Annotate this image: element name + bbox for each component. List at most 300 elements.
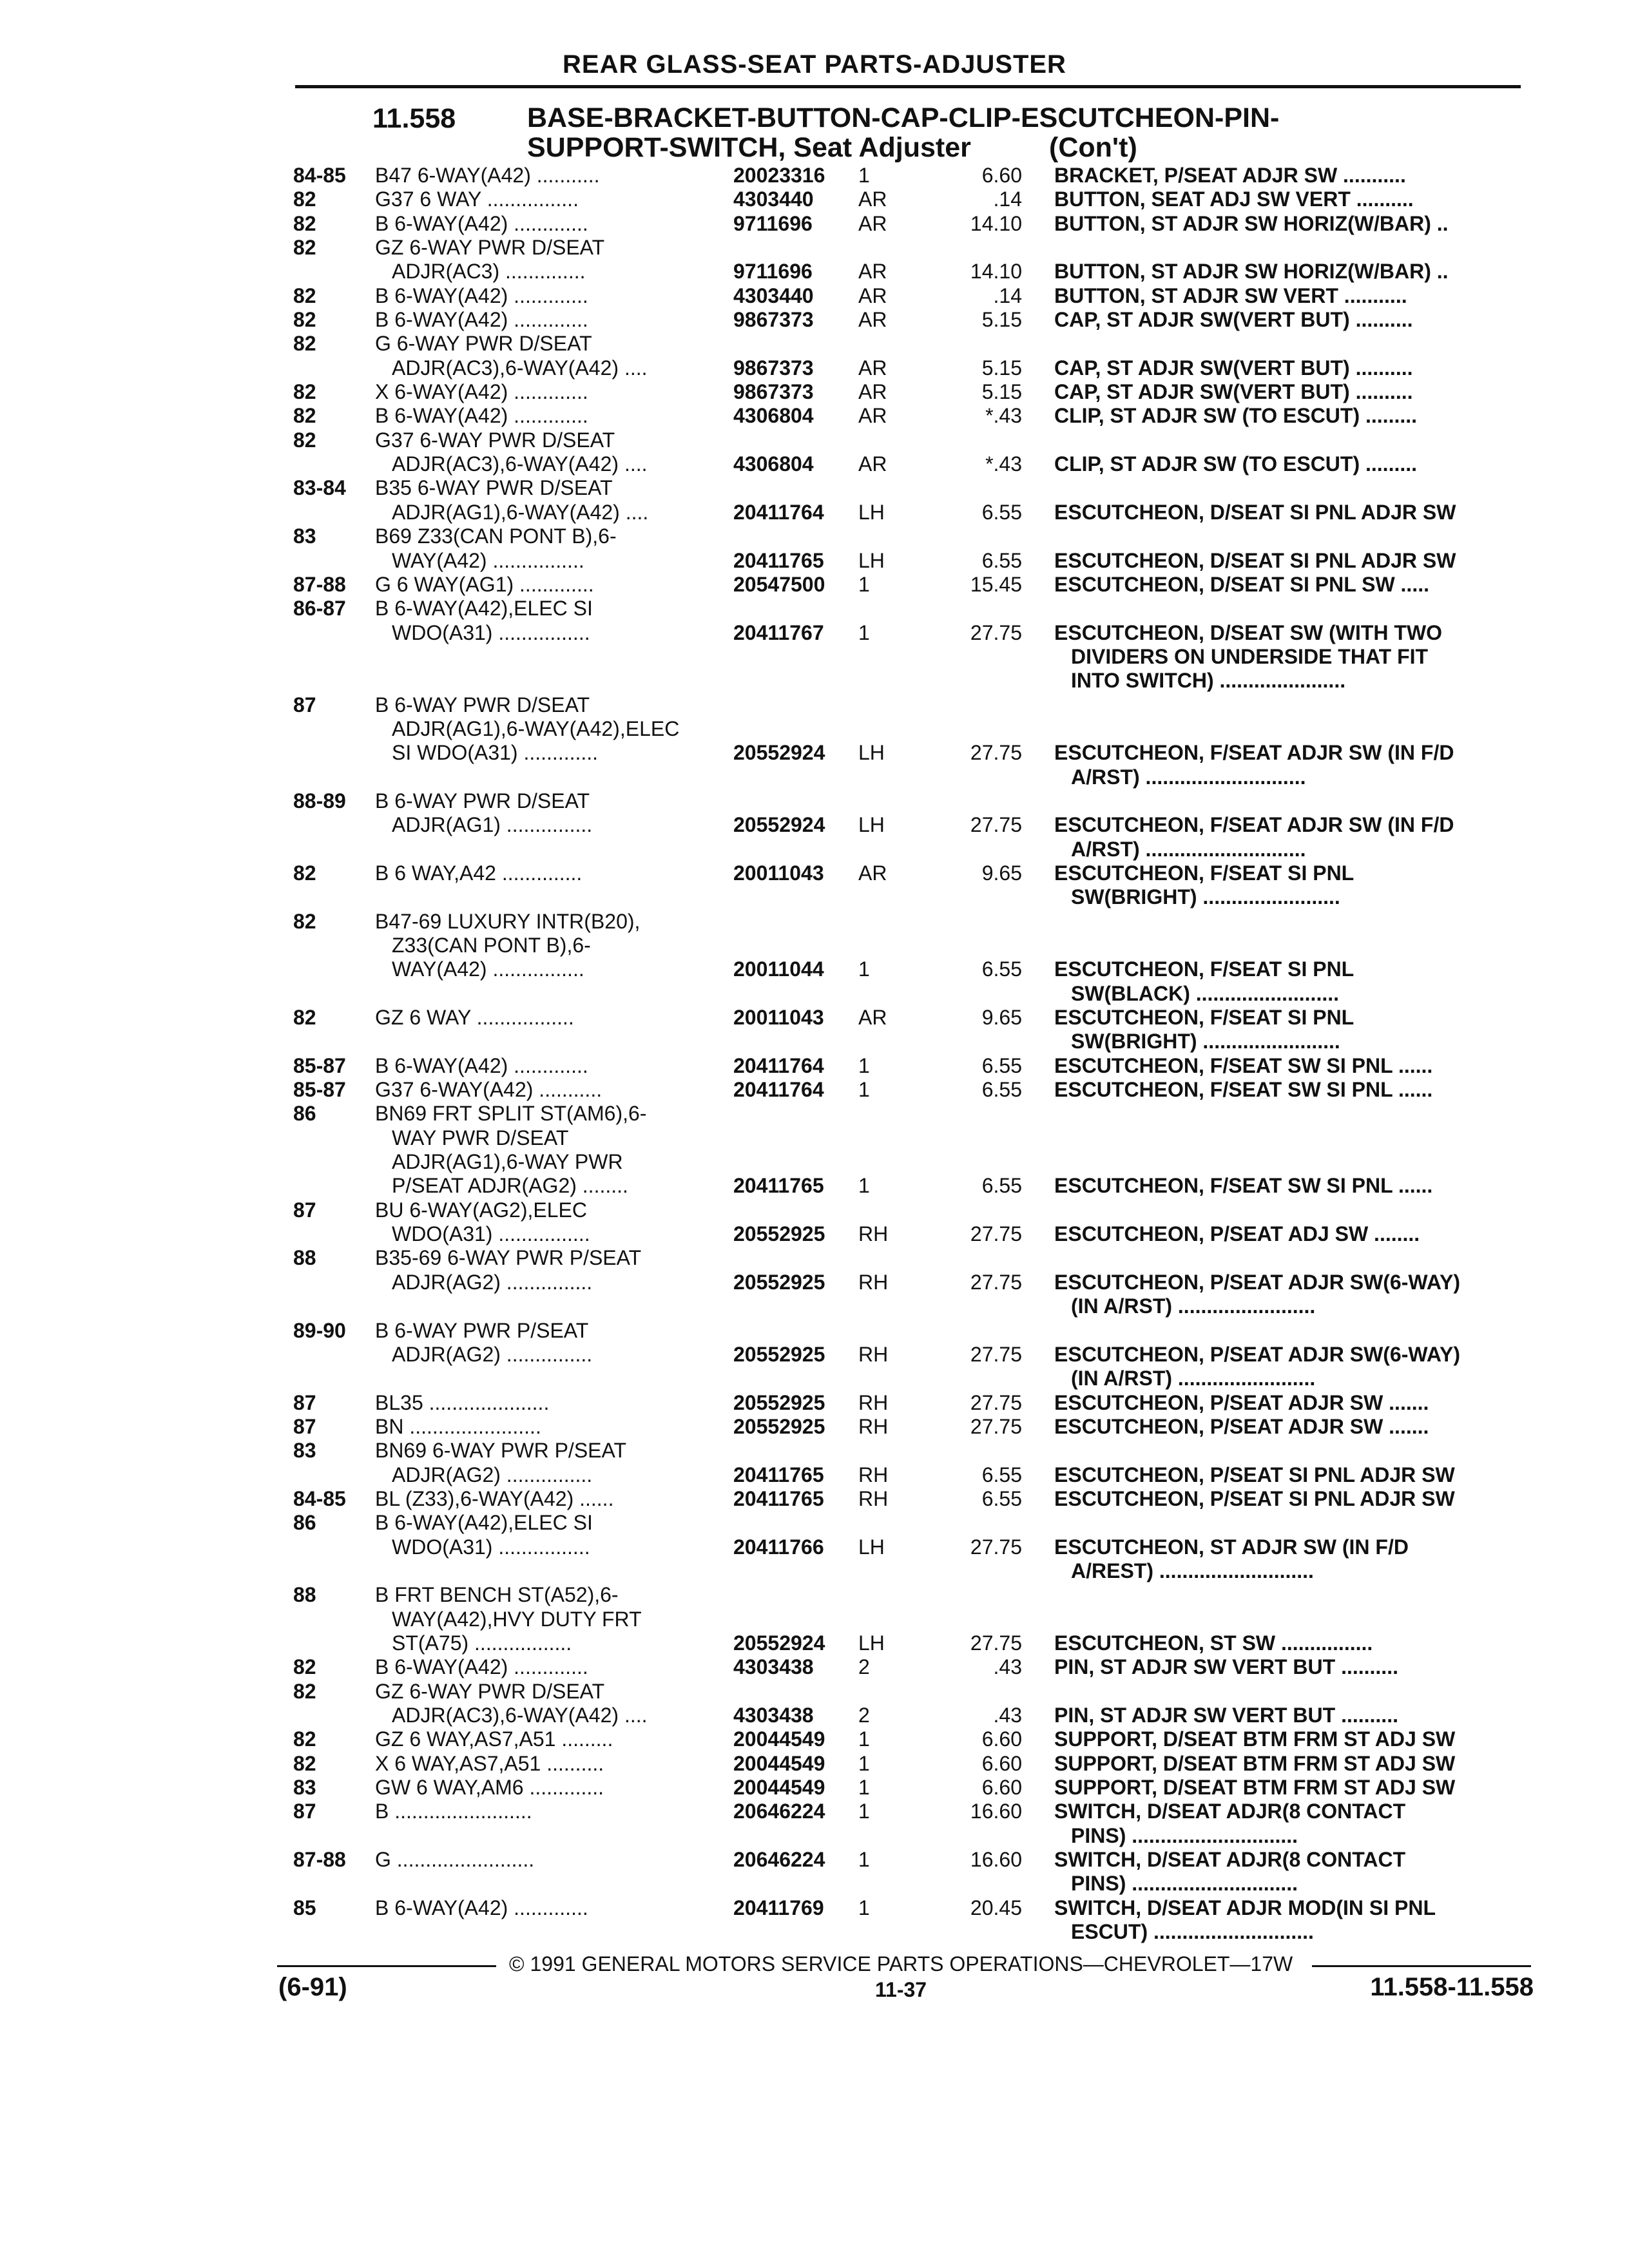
quantity: RH [858, 1414, 889, 1438]
model-description: G37 6 WAY ................ [375, 187, 579, 211]
part-name: ESCUTCHEON, F/SEAT ADJR SW (IN F/D [1054, 741, 1454, 765]
table-row [0, 380, 1629, 404]
section-title [527, 103, 1279, 162]
price: 20.45 [970, 1896, 1022, 1919]
quantity: AR [858, 452, 887, 476]
quantity: 2 [858, 1655, 870, 1679]
table-row [0, 1776, 1629, 1800]
part-number: 20552925 [733, 1342, 825, 1366]
table-row [0, 1150, 1629, 1174]
part-name: SWITCH, D/SEAT ADJR MOD(IN SI PNL [1054, 1896, 1436, 1919]
part-name: ESCUTCHEON, ST SW ................ [1054, 1631, 1373, 1655]
part-name: SW(BRIGHT) ........................ [1071, 1030, 1340, 1053]
table-row [0, 1535, 1629, 1559]
model-year: 87 [293, 1390, 316, 1414]
model-year: 82 [293, 284, 316, 307]
part-name: ESCUTCHEON, F/SEAT SW SI PNL ...... [1054, 1078, 1433, 1102]
price: 6.60 [981, 1727, 1022, 1751]
part-number: 20411764 [733, 1053, 824, 1077]
part-name: BUTTON, SEAT ADJ SW VERT .......... [1054, 187, 1414, 211]
price: 27.75 [970, 1222, 1022, 1246]
model-description: B 6-WAY(A42),ELEC SI [375, 597, 593, 620]
model-year: 82 [293, 308, 316, 332]
table-row [0, 982, 1629, 1006]
table-row [0, 308, 1629, 332]
table-row [0, 573, 1629, 597]
model-description: BL35 ..................... [375, 1390, 550, 1414]
table-row [0, 838, 1629, 861]
part-name: ESCUTCHEON, D/SEAT SW (WITH TWO [1054, 620, 1443, 644]
quantity: RH [858, 1463, 889, 1486]
model-description: B47 6-WAY(A42) ........... [375, 164, 600, 187]
part-name: ESCUTCHEON, P/SEAT ADJR SW ....... [1054, 1414, 1429, 1438]
table-row [0, 1583, 1629, 1607]
quantity: 1 [858, 1848, 870, 1872]
table-row [0, 1391, 1629, 1415]
part-name: SW(BRIGHT) ........................ [1071, 885, 1340, 909]
model-description: GZ 6 WAY,AS7,A51 ......... [375, 1727, 613, 1751]
quantity: LH [858, 1535, 885, 1559]
model-description: G37 6-WAY PWR D/SEAT [375, 428, 615, 452]
part-name: ESCUTCHEON, P/SEAT SI PNL ADJR SW [1054, 1463, 1455, 1486]
table-row [0, 452, 1629, 476]
model-description: BN ....................... [375, 1414, 541, 1438]
model-description: WAY(A42) ................ [392, 957, 584, 981]
model-description: ADJR(AG1) ............... [392, 813, 593, 837]
quantity: 1 [858, 620, 870, 644]
model-year: 82 [293, 1727, 316, 1751]
table-row [0, 1054, 1629, 1078]
quantity: AR [858, 260, 887, 284]
table-row [0, 404, 1629, 428]
model-description: B 6-WAY(A42) ............. [375, 404, 588, 428]
part-number: 20552925 [733, 1414, 825, 1438]
model-description: G 6 WAY(AG1) ............. [375, 572, 594, 596]
model-year: 87-88 [293, 1848, 346, 1872]
table-row [0, 1800, 1629, 1823]
quantity: RH [858, 1486, 889, 1510]
model-year: 82 [293, 236, 316, 260]
table-row [0, 1608, 1629, 1631]
part-number: 20411764 [733, 1078, 824, 1102]
model-year: 82 [293, 404, 316, 428]
model-year: 82 [293, 211, 316, 235]
model-year: 82 [293, 380, 316, 404]
table-row [0, 645, 1629, 669]
price: 6.60 [981, 164, 1022, 187]
part-number: 20552925 [733, 1390, 825, 1414]
quantity: AR [858, 187, 887, 211]
table-row [0, 332, 1629, 356]
model-description: GW 6 WAY,AM6 ............. [375, 1776, 604, 1800]
price: 5.15 [981, 308, 1022, 332]
part-number: 20552925 [733, 1222, 825, 1246]
part-number: 20552924 [733, 813, 825, 837]
part-name: BUTTON, ST ADJR SW HORIZ(W/BAR) .. [1054, 211, 1449, 235]
price: 14.10 [970, 211, 1022, 235]
part-number: 4303440 [733, 187, 814, 211]
part-name: ESCUTCHEON, F/SEAT SI PNL [1054, 957, 1354, 981]
part-number: 4303438 [733, 1655, 814, 1679]
table-row [0, 1006, 1629, 1030]
part-name: A/RST) ............................ [1071, 765, 1306, 789]
price: 6.60 [981, 1751, 1022, 1775]
price: 6.55 [981, 1174, 1022, 1198]
model-description: WDO(A31) ................ [392, 620, 590, 644]
model-year: 83 [293, 1439, 316, 1463]
price: 6.55 [981, 957, 1022, 981]
model-description: B69 Z33(CAN PONT B),6- [375, 524, 617, 548]
part-number: 20411765 [733, 1486, 824, 1510]
model-description: ADJR(AG1),6-WAY PWR [392, 1150, 623, 1174]
part-number: 20011043 [733, 861, 824, 885]
price: 6.55 [981, 1463, 1022, 1486]
section-title-line-2: SUPPORT-SWITCH, Seat Adjuster [527, 132, 971, 163]
model-year: 86 [293, 1102, 316, 1126]
part-number: 9711696 [733, 211, 813, 235]
price: 6.55 [981, 1053, 1022, 1077]
table-row [0, 212, 1629, 236]
table-row [0, 861, 1629, 885]
model-year: 85 [293, 1896, 316, 1919]
part-number: 4306804 [733, 452, 814, 476]
quantity: 1 [858, 1896, 870, 1919]
table-row [0, 934, 1629, 957]
quantity: RH [858, 1342, 889, 1366]
model-description: B 6-WAY PWR D/SEAT [375, 789, 590, 812]
quantity: RH [858, 1270, 889, 1294]
model-year: 88 [293, 1583, 316, 1607]
model-description: BN69 FRT SPLIT ST(AM6),6- [375, 1102, 647, 1126]
table-row [0, 1271, 1629, 1294]
table-row [0, 621, 1629, 645]
price: 6.55 [981, 1486, 1022, 1510]
model-year: 85-87 [293, 1078, 346, 1102]
model-description: X 6 WAY,AS7,A51 .......... [375, 1751, 604, 1775]
table-row [0, 164, 1629, 187]
part-name: DIVIDERS ON UNDERSIDE THAT FIT [1071, 644, 1429, 668]
part-name: SUPPORT, D/SEAT BTM FRM ST ADJ SW [1054, 1727, 1456, 1751]
quantity: AR [858, 404, 887, 428]
table-row [0, 1198, 1629, 1222]
table-row [0, 1439, 1629, 1463]
table-row [0, 1487, 1629, 1511]
part-number: 20411766 [733, 1535, 824, 1559]
part-name: CAP, ST ADJR SW(VERT BUT) .......... [1054, 380, 1413, 404]
title-rule [295, 85, 1521, 88]
part-name: SW(BLACK) ......................... [1071, 981, 1339, 1005]
table-row [0, 260, 1629, 284]
price: 27.75 [970, 1631, 1022, 1655]
quantity: LH [858, 813, 885, 837]
part-name: PINS) ............................. [1071, 1823, 1298, 1847]
quantity: 1 [858, 572, 870, 596]
price: .43 [993, 1704, 1022, 1727]
model-description: ADJR(AC3),6-WAY(A42) .... [392, 356, 648, 380]
part-number: 20023316 [733, 164, 825, 187]
model-description: GZ 6-WAY PWR D/SEAT [375, 1679, 605, 1703]
model-year: 83 [293, 524, 316, 548]
quantity: AR [858, 211, 887, 235]
part-name: PINS) ............................. [1071, 1872, 1298, 1896]
table-row [0, 1222, 1629, 1246]
model-year: 87-88 [293, 572, 346, 596]
model-year: 87 [293, 1414, 316, 1438]
model-description: G 6-WAY PWR D/SEAT [375, 332, 592, 356]
part-number: 20547500 [733, 572, 825, 596]
table-row [0, 1727, 1629, 1751]
model-description: ADJR(AG2) ............... [392, 1463, 593, 1486]
model-description: P/SEAT ADJR(AG2) ........ [392, 1174, 628, 1198]
model-year: 86-87 [293, 597, 346, 620]
price: 16.60 [970, 1800, 1022, 1823]
part-name: A/REST) ........................... [1071, 1559, 1314, 1582]
price: 6.55 [981, 500, 1022, 524]
model-description: ADJR(AG1),6-WAY(A42),ELEC [392, 716, 680, 740]
quantity: 1 [858, 1078, 870, 1102]
table-row [0, 524, 1629, 548]
model-year: 87 [293, 1800, 316, 1823]
model-description: WAY(A42),HVY DUTY FRT [392, 1607, 642, 1631]
model-description: B 6-WAY(A42) ............. [375, 284, 588, 307]
part-number: 9867373 [733, 308, 814, 332]
price: 5.15 [981, 356, 1022, 380]
model-description: WAY(A42) ................ [392, 548, 584, 572]
price: .14 [993, 284, 1022, 307]
model-year: 88 [293, 1246, 316, 1270]
part-name: ESCUTCHEON, F/SEAT ADJR SW (IN F/D [1054, 813, 1454, 837]
model-description: B 6 WAY,A42 .............. [375, 861, 583, 885]
price: *.43 [985, 452, 1022, 476]
quantity: 1 [858, 1800, 870, 1823]
quantity: AR [858, 380, 887, 404]
table-row [0, 356, 1629, 380]
model-year: 87 [293, 693, 316, 716]
table-row [0, 717, 1629, 741]
footer-right-rule [1312, 1965, 1531, 1967]
part-number: 20411767 [733, 620, 824, 644]
part-name: SUPPORT, D/SEAT BTM FRM ST ADJ SW [1054, 1776, 1456, 1800]
price: 9.65 [981, 861, 1022, 885]
section-number: 11.558 [372, 103, 456, 134]
quantity: AR [858, 308, 887, 332]
table-row [0, 1848, 1629, 1872]
model-year: 84-85 [293, 164, 346, 187]
part-name: INTO SWITCH) ...................... [1071, 669, 1346, 693]
part-name: PIN, ST ADJR SW VERT BUT .......... [1054, 1704, 1398, 1727]
table-row [0, 910, 1629, 934]
table-row [0, 236, 1629, 260]
table-row [0, 813, 1629, 837]
part-name: PIN, ST ADJR SW VERT BUT .......... [1054, 1655, 1398, 1679]
quantity: LH [858, 741, 885, 765]
model-year: 82 [293, 1679, 316, 1703]
model-description: B 6-WAY PWR D/SEAT [375, 693, 590, 716]
price: 6.55 [981, 548, 1022, 572]
model-year: 89-90 [293, 1318, 346, 1342]
table-row [0, 1078, 1629, 1102]
model-description: B 6-WAY(A42) ............. [375, 1655, 588, 1679]
quantity: 2 [858, 1704, 870, 1727]
part-number: 9711696 [733, 260, 813, 284]
table-row [0, 1655, 1629, 1679]
model-description: X 6-WAY(A42) ............. [375, 380, 588, 404]
part-name: A/RST) ............................ [1071, 837, 1306, 861]
price: 27.75 [970, 620, 1022, 644]
table-row [0, 1704, 1629, 1727]
table-row [0, 1559, 1629, 1583]
price: 27.75 [970, 1535, 1022, 1559]
model-year: 82 [293, 1006, 316, 1030]
model-year: 85-87 [293, 1053, 346, 1077]
price: 27.75 [970, 1270, 1022, 1294]
model-year: 82 [293, 1751, 316, 1775]
part-name: ESCUTCHEON, D/SEAT SI PNL SW ..... [1054, 572, 1429, 596]
price: 14.10 [970, 260, 1022, 284]
table-row [0, 1343, 1629, 1367]
model-description: GZ 6 WAY ................. [375, 1006, 574, 1030]
model-year: 88-89 [293, 789, 346, 812]
model-description: B 6-WAY(A42),ELEC SI [375, 1511, 593, 1535]
price: 9.65 [981, 1006, 1022, 1030]
part-name: CAP, ST ADJR SW(VERT BUT) .......... [1054, 356, 1413, 380]
model-description: WDO(A31) ................ [392, 1535, 590, 1559]
model-description: B 6-WAY(A42) ............. [375, 211, 588, 235]
part-name: SWITCH, D/SEAT ADJR(8 CONTACT [1054, 1848, 1406, 1872]
quantity: 1 [858, 1174, 870, 1198]
model-description: B35 6-WAY PWR D/SEAT [375, 476, 613, 500]
part-number: 4306804 [733, 404, 814, 428]
part-name: ESCUTCHEON, F/SEAT SW SI PNL ...... [1054, 1053, 1433, 1077]
table-row [0, 597, 1629, 620]
model-description: B 6-WAY PWR P/SEAT [375, 1318, 589, 1342]
copyright-notice: © 1991 GENERAL MOTORS SERVICE PARTS OPERATIONS—CHEVROLET—17W [509, 1952, 1293, 1975]
price: 16.60 [970, 1848, 1022, 1872]
model-description: G37 6-WAY(A42) ........... [375, 1078, 602, 1102]
model-description: ADJR(AG1),6-WAY(A42) .... [392, 500, 649, 524]
model-description: B47-69 LUXURY INTR(B20), [375, 909, 641, 933]
quantity: LH [858, 500, 885, 524]
table-row [0, 885, 1629, 909]
part-number: 20411765 [733, 548, 824, 572]
table-row [0, 1367, 1629, 1390]
part-name: ESCUTCHEON, P/SEAT ADJR SW(6-WAY) [1054, 1270, 1460, 1294]
model-year: 87 [293, 1198, 316, 1222]
quantity: AR [858, 284, 887, 307]
table-row [0, 1319, 1629, 1343]
model-year: 83-84 [293, 476, 346, 500]
part-name: CLIP, ST ADJR SW (TO ESCUT) ......... [1054, 404, 1418, 428]
model-description: B 6-WAY(A42) ............. [375, 1896, 588, 1919]
price: 6.60 [981, 1776, 1022, 1800]
part-name: ESCUTCHEON, F/SEAT SI PNL [1054, 1006, 1354, 1030]
table-row [0, 1824, 1629, 1848]
part-name: ESCUTCHEON, P/SEAT ADJ SW ........ [1054, 1222, 1420, 1246]
model-year: 82 [293, 332, 316, 356]
part-number: 20552924 [733, 741, 825, 765]
quantity: RH [858, 1390, 889, 1414]
part-number: 20044549 [733, 1751, 825, 1775]
price: 27.75 [970, 1342, 1022, 1366]
price: 6.55 [981, 1078, 1022, 1102]
page-number: 11-37 [875, 1978, 927, 2001]
section-title-line-1: BASE-BRACKET-BUTTON-CAP-CLIP-ESCUTCHEON-PIN- [527, 102, 1280, 133]
part-number: 9867373 [733, 380, 814, 404]
table-row [0, 1174, 1629, 1198]
part-number: 20552924 [733, 1631, 825, 1655]
model-description: B 6-WAY(A42) ............. [375, 1053, 588, 1077]
model-year: 82 [293, 187, 316, 211]
model-description: BN69 6-WAY PWR P/SEAT [375, 1439, 627, 1463]
model-year: 86 [293, 1511, 316, 1535]
part-name: CLIP, ST ADJR SW (TO ESCUT) ......... [1054, 452, 1418, 476]
part-name: CAP, ST ADJR SW(VERT BUT) .......... [1054, 308, 1413, 332]
table-row [0, 1463, 1629, 1487]
part-number: 20011043 [733, 1006, 824, 1030]
price: 27.75 [970, 1390, 1022, 1414]
part-number: 20011044 [733, 957, 824, 981]
part-name: (IN A/RST) ........................ [1071, 1367, 1316, 1390]
model-description: ADJR(AC3),6-WAY(A42) .... [392, 452, 648, 476]
quantity: 1 [858, 1727, 870, 1751]
quantity: AR [858, 861, 887, 885]
table-row [0, 1102, 1629, 1126]
model-description: SI WDO(A31) ............. [392, 741, 599, 765]
model-description: BU 6-WAY(AG2),ELEC [375, 1198, 587, 1222]
footer-left-rule [277, 1965, 496, 1967]
quantity: 1 [858, 1751, 870, 1775]
parts-table [0, 164, 1629, 1944]
table-row [0, 1896, 1629, 1920]
model-year: 82 [293, 861, 316, 885]
model-description: BL (Z33),6-WAY(A42) ...... [375, 1486, 614, 1510]
table-row [0, 476, 1629, 500]
section-continued: (Con't) [1049, 132, 1137, 163]
price: 27.75 [970, 813, 1022, 837]
model-description: Z33(CAN PONT B),6- [392, 934, 591, 957]
part-number: 20044549 [733, 1776, 825, 1800]
part-name: ESCUTCHEON, F/SEAT SI PNL [1054, 861, 1354, 885]
part-name: ESCUTCHEON, ST ADJR SW (IN F/D [1054, 1535, 1409, 1559]
price: *.43 [985, 404, 1022, 428]
table-row [0, 1752, 1629, 1776]
table-row [0, 1872, 1629, 1896]
part-number: 20646224 [733, 1848, 825, 1872]
part-number: 4303438 [733, 1704, 814, 1727]
price: 15.45 [970, 572, 1022, 596]
model-year: 82 [293, 909, 316, 933]
table-row [0, 549, 1629, 573]
table-row [0, 1030, 1629, 1053]
part-name: BUTTON, ST ADJR SW VERT ........... [1054, 284, 1407, 307]
revision-date: (6-91) [278, 1973, 347, 2001]
quantity: 1 [858, 957, 870, 981]
table-row [0, 501, 1629, 524]
model-description: ADJR(AG2) ............... [392, 1342, 593, 1366]
part-name: SWITCH, D/SEAT ADJR(8 CONTACT [1054, 1800, 1406, 1823]
page-title: REAR GLASS-SEAT PARTS-ADJUSTER [563, 50, 1066, 79]
table-row [0, 1511, 1629, 1535]
model-description: B FRT BENCH ST(A52),6- [375, 1583, 619, 1607]
quantity: LH [858, 548, 885, 572]
table-row [0, 741, 1629, 765]
table-row [0, 957, 1629, 981]
model-year: 82 [293, 428, 316, 452]
quantity: LH [858, 1631, 885, 1655]
model-description: GZ 6-WAY PWR D/SEAT [375, 236, 605, 260]
part-number: 20411764 [733, 500, 824, 524]
model-year: 83 [293, 1776, 316, 1800]
